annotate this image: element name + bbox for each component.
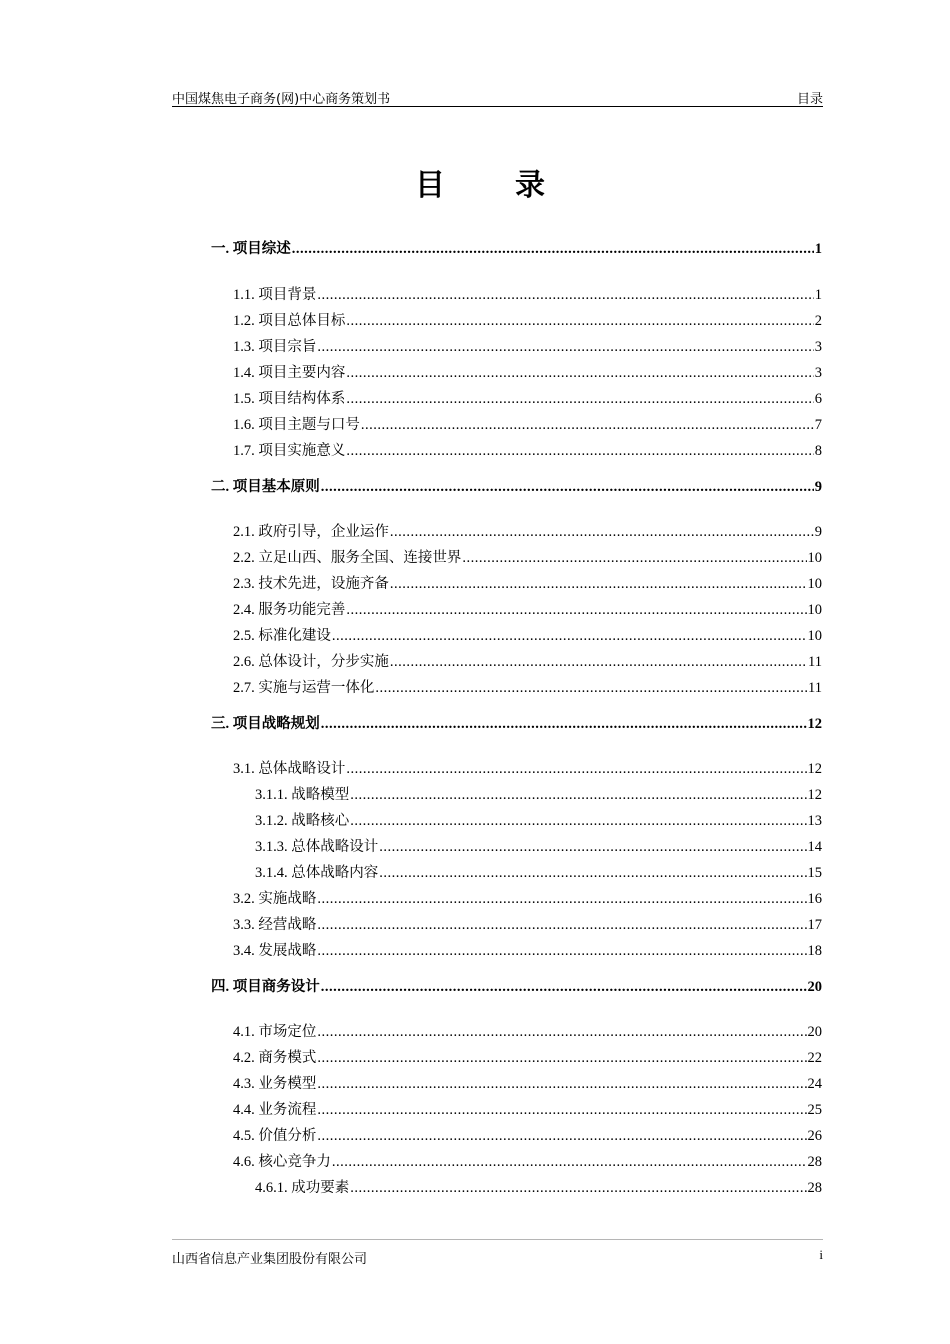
toc-entry-page-number: 3 xyxy=(814,365,822,381)
toc-entry[interactable] xyxy=(233,413,822,434)
toc-entry[interactable] xyxy=(233,1124,822,1145)
toc-entry-page-number: 13 xyxy=(807,813,822,829)
toc-entry-page-number: 10 xyxy=(807,576,822,592)
toc-dot-leader xyxy=(390,524,814,541)
toc-entry-page-number: 12 xyxy=(807,761,822,777)
toc-entry-label: 4.4. 业务流程 xyxy=(233,1102,317,1118)
toc-entry-page-number: 2 xyxy=(814,313,822,329)
toc-dot-leader xyxy=(317,287,813,304)
toc-entry-page-number: 11 xyxy=(808,654,822,670)
header-document-title: 中国煤焦电子商务(网)中心商务策划书 xyxy=(172,92,391,107)
toc-dot-leader xyxy=(375,680,807,697)
toc-entry-page-number: 9 xyxy=(814,524,822,540)
toc-entry-label: 4.2. 商务模式 xyxy=(233,1050,317,1066)
toc-dot-leader xyxy=(292,241,814,258)
toc-dot-leader xyxy=(317,1024,806,1041)
toc-dot-leader xyxy=(317,1102,806,1119)
toc-entry-label: 3.1.1. 战略模型 xyxy=(255,787,350,803)
toc-entry[interactable] xyxy=(233,624,822,645)
toc-entry-label: 三. 项目战略规划 xyxy=(211,716,320,732)
toc-entry[interactable] xyxy=(233,1046,822,1067)
toc-entry-label: 3.1.2. 战略核心 xyxy=(255,813,350,829)
toc-entry-page-number: 26 xyxy=(807,1128,822,1144)
toc-entry-page-number: 3 xyxy=(814,339,822,355)
toc-dot-leader xyxy=(346,443,813,460)
toc-entry[interactable] xyxy=(233,939,822,960)
toc-entry-page-number: 10 xyxy=(807,628,822,644)
toc-entry-label: 二. 项目基本原则 xyxy=(211,479,320,495)
toc-entry-label: 2.1. 政府引导，企业运作 xyxy=(233,524,389,540)
toc-entry[interactable] xyxy=(233,676,822,697)
toc-entry-page-number: 20 xyxy=(807,979,822,995)
toc-entry[interactable] xyxy=(233,1150,822,1171)
toc-dot-leader xyxy=(379,839,806,856)
toc-entry[interactable] xyxy=(233,1020,822,1041)
toc-entry[interactable] xyxy=(233,572,822,593)
toc-entry-page-number: 8 xyxy=(814,443,822,459)
toc-dot-leader xyxy=(346,313,813,330)
toc-entry[interactable] xyxy=(211,237,822,258)
toc-entry[interactable] xyxy=(255,1176,822,1197)
toc-entry-label: 1.7. 项目实施意义 xyxy=(233,443,346,459)
toc-entry[interactable] xyxy=(233,335,822,356)
toc-entry[interactable] xyxy=(255,861,822,882)
toc-entry-page-number: 9 xyxy=(814,479,822,495)
toc-entry[interactable] xyxy=(233,598,822,619)
toc-entry[interactable] xyxy=(233,439,822,460)
toc-dot-leader xyxy=(317,1050,806,1067)
page-footer xyxy=(172,1239,823,1267)
toc-entry[interactable] xyxy=(233,520,822,541)
toc-entry-page-number: 10 xyxy=(807,550,822,566)
toc-dot-leader xyxy=(317,339,813,356)
toc-dot-leader xyxy=(321,716,807,733)
toc-entry[interactable] xyxy=(211,712,822,733)
toc-entry[interactable] xyxy=(233,913,822,934)
toc-entry-page-number: 28 xyxy=(807,1154,822,1170)
toc-entry-page-number: 24 xyxy=(807,1076,822,1092)
toc-dot-leader xyxy=(317,1128,806,1145)
toc-entry[interactable] xyxy=(233,283,822,304)
toc-entry-label: 四. 项目商务设计 xyxy=(211,979,320,995)
toc-dot-leader xyxy=(321,479,814,496)
toc-entry[interactable] xyxy=(233,757,822,778)
header-section-name: 目录 xyxy=(796,92,823,107)
toc-entry-page-number: 22 xyxy=(807,1050,822,1066)
toc-dot-leader xyxy=(317,917,806,934)
toc-dot-leader xyxy=(317,891,806,908)
toc-dot-leader xyxy=(350,813,806,830)
toc-dot-leader xyxy=(346,365,813,382)
toc-entry-label: 3.3. 经营战略 xyxy=(233,917,317,933)
toc-entry-page-number: 14 xyxy=(807,839,822,855)
toc-entry[interactable] xyxy=(255,809,822,830)
toc-entry-page-number: 18 xyxy=(807,943,822,959)
toc-entry-label: 3.2. 实施战略 xyxy=(233,891,317,907)
toc-entry[interactable] xyxy=(233,309,822,330)
toc-entry-page-number: 20 xyxy=(807,1024,822,1040)
toc-entry-label: 2.2. 立足山西、服务全国、连接世界 xyxy=(233,550,462,566)
toc-entry[interactable] xyxy=(233,1072,822,1093)
toc-entry[interactable] xyxy=(233,546,822,567)
toc-entry-page-number: 10 xyxy=(807,602,822,618)
footer-page-number: i xyxy=(819,1247,823,1262)
toc-entry-label: 4.5. 价值分析 xyxy=(233,1128,317,1144)
toc-dot-leader xyxy=(390,576,807,593)
toc-entry-label: 1.5. 项目结构体系 xyxy=(233,391,346,407)
toc-dot-leader xyxy=(361,417,814,434)
toc-entry-label: 2.4. 服务功能完善 xyxy=(233,602,346,618)
toc-entry-page-number: 15 xyxy=(807,865,822,881)
toc-entry[interactable] xyxy=(211,975,822,996)
toc-dot-leader xyxy=(317,943,806,960)
toc-dot-leader xyxy=(379,865,806,882)
toc-entry-label: 1.3. 项目宗旨 xyxy=(233,339,317,355)
toc-entry-page-number: 1 xyxy=(814,241,822,257)
toc-entry-page-number: 12 xyxy=(807,716,822,732)
toc-dot-leader xyxy=(346,761,806,778)
toc-entry-label: 1.2. 项目总体目标 xyxy=(233,313,346,329)
toc-entry[interactable] xyxy=(255,835,822,856)
toc-dot-leader xyxy=(321,979,807,996)
toc-dot-leader xyxy=(317,1076,806,1093)
toc-entry-page-number: 25 xyxy=(807,1102,822,1118)
toc-dot-leader xyxy=(462,550,806,567)
toc-dot-leader xyxy=(346,602,806,619)
page-title: 目录 xyxy=(415,168,615,203)
page-header xyxy=(172,86,823,107)
toc-entry-label: 3.1.4. 总体战略内容 xyxy=(255,865,379,881)
toc-entry-label: 1.1. 项目背景 xyxy=(233,287,317,303)
toc-entry[interactable] xyxy=(233,387,822,408)
toc-entry-page-number: 28 xyxy=(807,1180,822,1196)
toc-entry-label: 3.1.3. 总体战略设计 xyxy=(255,839,379,855)
toc-entry-page-number: 11 xyxy=(808,680,822,696)
toc-entry-page-number: 1 xyxy=(814,287,822,303)
toc-entry[interactable] xyxy=(233,361,822,382)
toc-entry[interactable] xyxy=(233,650,822,671)
footer-company-name: 山西省信息产业集团股份有限公司 xyxy=(172,1252,368,1267)
toc-dot-leader xyxy=(332,628,807,645)
toc-dot-leader xyxy=(390,654,807,671)
toc-entry[interactable] xyxy=(233,887,822,908)
toc-entry-label: 4.6.1. 成功要素 xyxy=(255,1180,350,1196)
toc-entry[interactable] xyxy=(233,1098,822,1119)
toc-entry-label: 3.1. 总体战略设计 xyxy=(233,761,346,777)
toc-entry[interactable] xyxy=(211,475,822,496)
toc-entry-label: 2.7. 实施与运营一体化 xyxy=(233,680,375,696)
toc-entry-page-number: 17 xyxy=(807,917,822,933)
toc-entry-label: 4.3. 业务模型 xyxy=(233,1076,317,1092)
toc-entry-label: 4.6. 核心竞争力 xyxy=(233,1154,331,1170)
toc-entry-label: 2.6. 总体设计，分步实施 xyxy=(233,654,389,670)
toc-dot-leader xyxy=(350,1180,806,1197)
toc-entry-label: 1.6. 项目主题与口号 xyxy=(233,417,360,433)
toc-entry-label: 3.4. 发展战略 xyxy=(233,943,317,959)
toc-entry-label: 1.4. 项目主要内容 xyxy=(233,365,346,381)
toc-entry-page-number: 7 xyxy=(814,417,822,433)
toc-dot-leader xyxy=(332,1154,807,1171)
toc-dot-leader xyxy=(350,787,806,804)
toc-entry-label: 4.1. 市场定位 xyxy=(233,1024,317,1040)
toc-entry-page-number: 12 xyxy=(807,787,822,803)
toc-entry[interactable] xyxy=(255,783,822,804)
toc-dot-leader xyxy=(346,391,813,408)
toc-entry-label: 2.5. 标准化建设 xyxy=(233,628,331,644)
toc-entry-page-number: 6 xyxy=(814,391,822,407)
toc-entry-label: 2.3. 技术先进，设施齐备 xyxy=(233,576,389,592)
toc-entry-label: 一. 项目综述 xyxy=(211,241,291,257)
toc-entry-page-number: 16 xyxy=(807,891,822,907)
